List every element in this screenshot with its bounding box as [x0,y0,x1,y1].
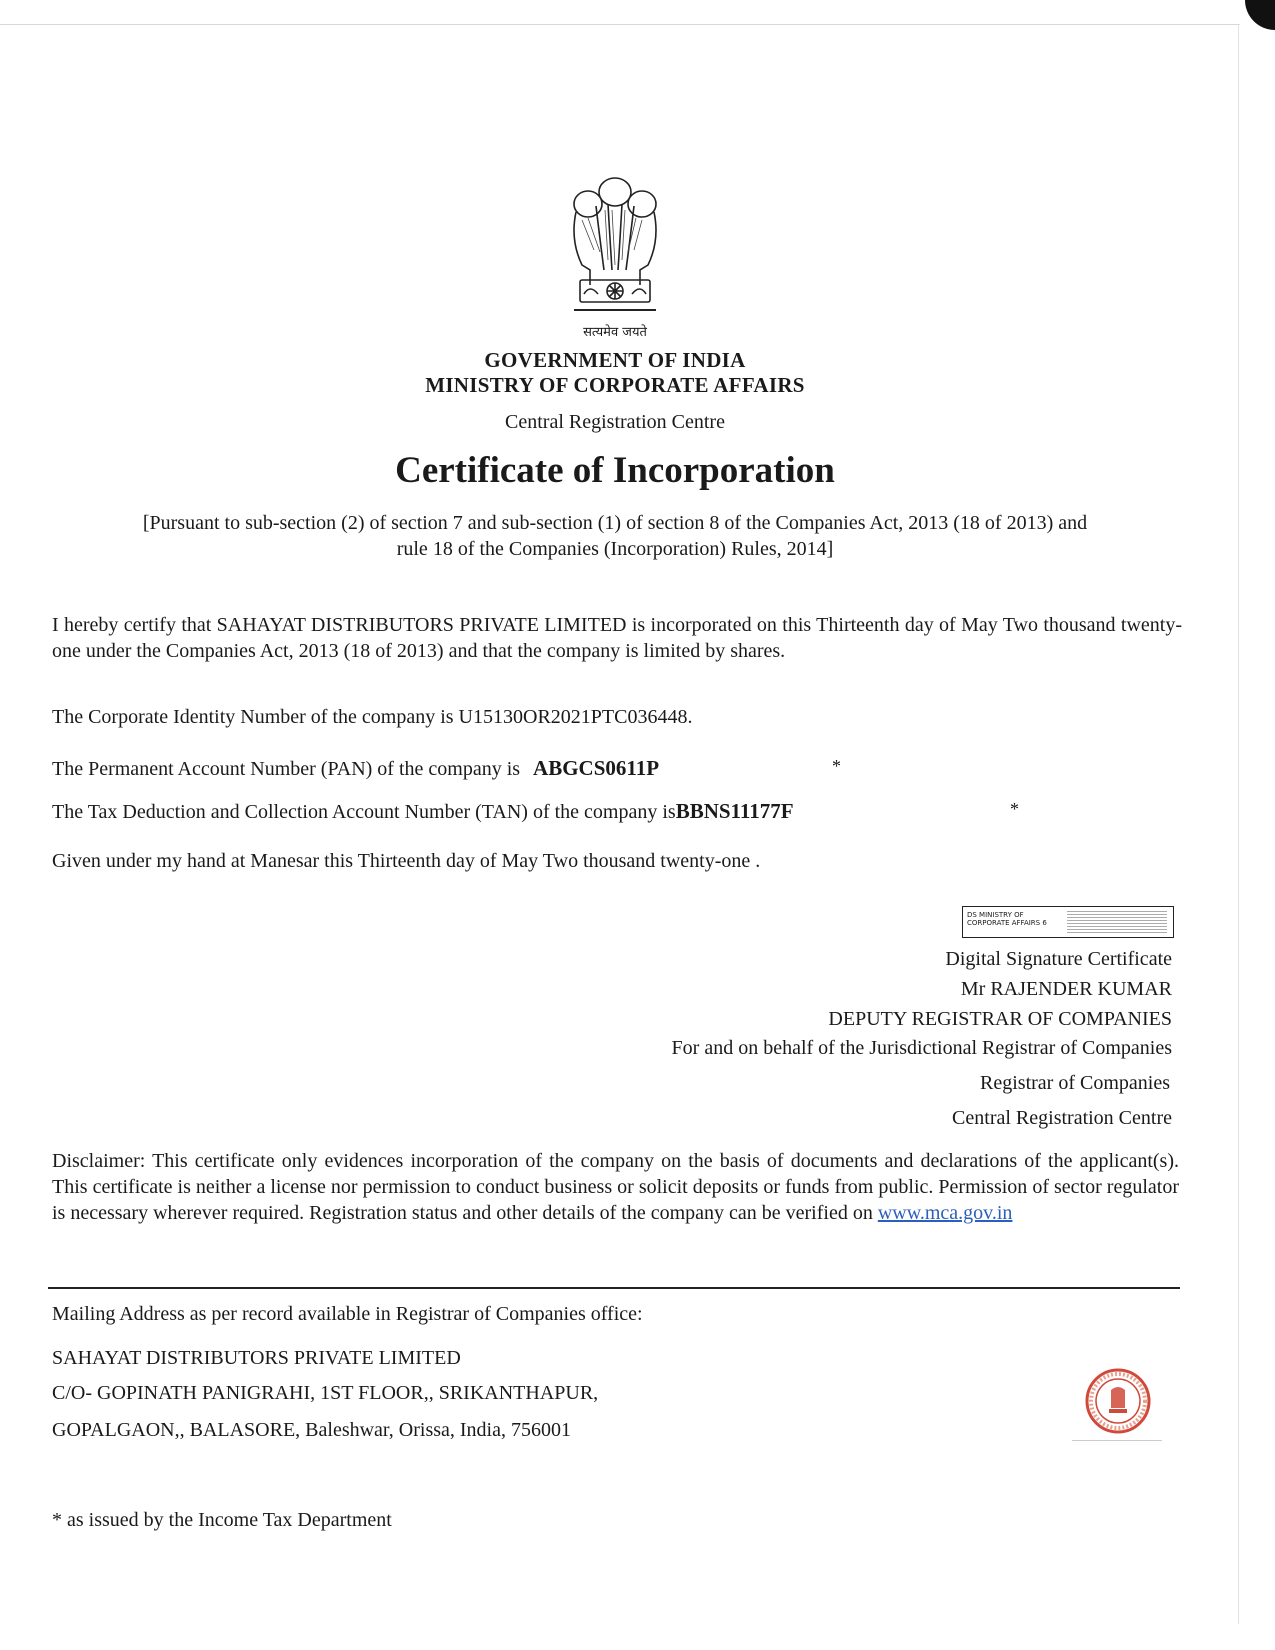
page-edge-top [0,24,1240,25]
tan-asterisk: * [1010,799,1019,819]
scan-corner [1245,0,1275,30]
disclaimer-paragraph [52,1148,1179,1226]
signatory-name: Mr RAJENDER KUMAR [960,978,1172,1000]
signature-line-1: Digital Signature Certificate [945,948,1172,970]
tan-value: BBNS11177F [675,799,794,823]
cin-line: The Corporate Identity Number of the company is U15130OR2021PTC036448. [52,706,693,728]
address-heading: Mailing Address as per record available in Registrar of Companies office: [52,1303,643,1325]
pan-line [52,756,659,781]
national-emblem-icon [560,170,670,320]
centre-subheading: Central Registration Centre [505,411,725,433]
disclaimer-text: Disclaimer: This certificate only evidences incorporation of the company on the basis of documents and declarations of the applicant(s). This certificate is neither a license nor permission to conduct business or solicit deposits or funds from public. Permission of sector regulator is necessary wherever required. Registration status and other details of the company can be verified on [52,1150,1179,1224]
signatory-designation: DEPUTY REGISTRAR OF COMPANIES [828,1008,1172,1030]
signature-line-4: For and on behalf of the Jurisdictional Registrar of Companies [671,1037,1172,1059]
seal-underline [1072,1440,1162,1441]
address-line-3: GOPALGAON,, BALASORE, Baleshwar, Orissa, India, 756001 [52,1419,571,1441]
pan-asterisk: * [832,756,841,776]
certificate-title: Certificate of Incorporation [395,450,835,491]
given-line: Given under my hand at Manesar this Thirteenth day of May Two thousand twenty-one . [52,850,761,872]
signature-stamp-text: DS MINISTRY OF CORPORATE AFFAIRS 6 [967,911,1047,927]
government-heading: GOVERNMENT OF INDIA [484,348,746,372]
address-line-1: SAHAYAT DISTRIBUTORS PRIVATE LIMITED [52,1347,461,1369]
pan-value: ABGCS0611P [533,756,660,780]
emblem-motto: सत्यमेव जयते [583,325,647,340]
mca-website-link[interactable]: www.mca.gov.in [877,1202,1013,1224]
tan-line [52,799,794,824]
tan-label: The Tax Deduction and Collection Account Number (TAN) of the company is [52,801,676,823]
signature-line-5: Registrar of Companies [980,1072,1170,1094]
page-edge-right [1238,24,1239,1624]
ministry-heading: MINISTRY OF CORPORATE AFFAIRS [425,373,805,397]
signature-pattern [1067,911,1167,933]
pursuant-line-1: [Pursuant to sub-section (2) of section 7 and sub-section (1) of section 8 of the Companies Act, 2013 (18 of 2013) and [142,512,1088,534]
address-line-2: C/O- GOPINATH PANIGRAHI, 1ST FLOOR,, SRIKANTHAPUR, [52,1382,599,1404]
divider-rule [48,1287,1180,1289]
pursuant-clause [40,510,1190,562]
digital-signature-stamp [962,906,1174,938]
footnote: * as issued by the Income Tax Department [52,1509,392,1531]
pursuant-line-2: rule 18 of the Companies (Incorporation) Rules, 2014] [396,538,834,560]
pan-label: The Permanent Account Number (PAN) of the company is [52,758,521,780]
certify-paragraph: I hereby certify that SAHAYAT DISTRIBUTORS PRIVATE LIMITED is incorporated on this Thirteenth day of May Two thousand twenty-one under the Companies Act, 2013 (18 of 2013) and that the company is limited by shares. [52,614,1182,662]
registrar-seal-icon [1085,1368,1151,1434]
signature-line-6: Central Registration Centre [952,1107,1172,1129]
